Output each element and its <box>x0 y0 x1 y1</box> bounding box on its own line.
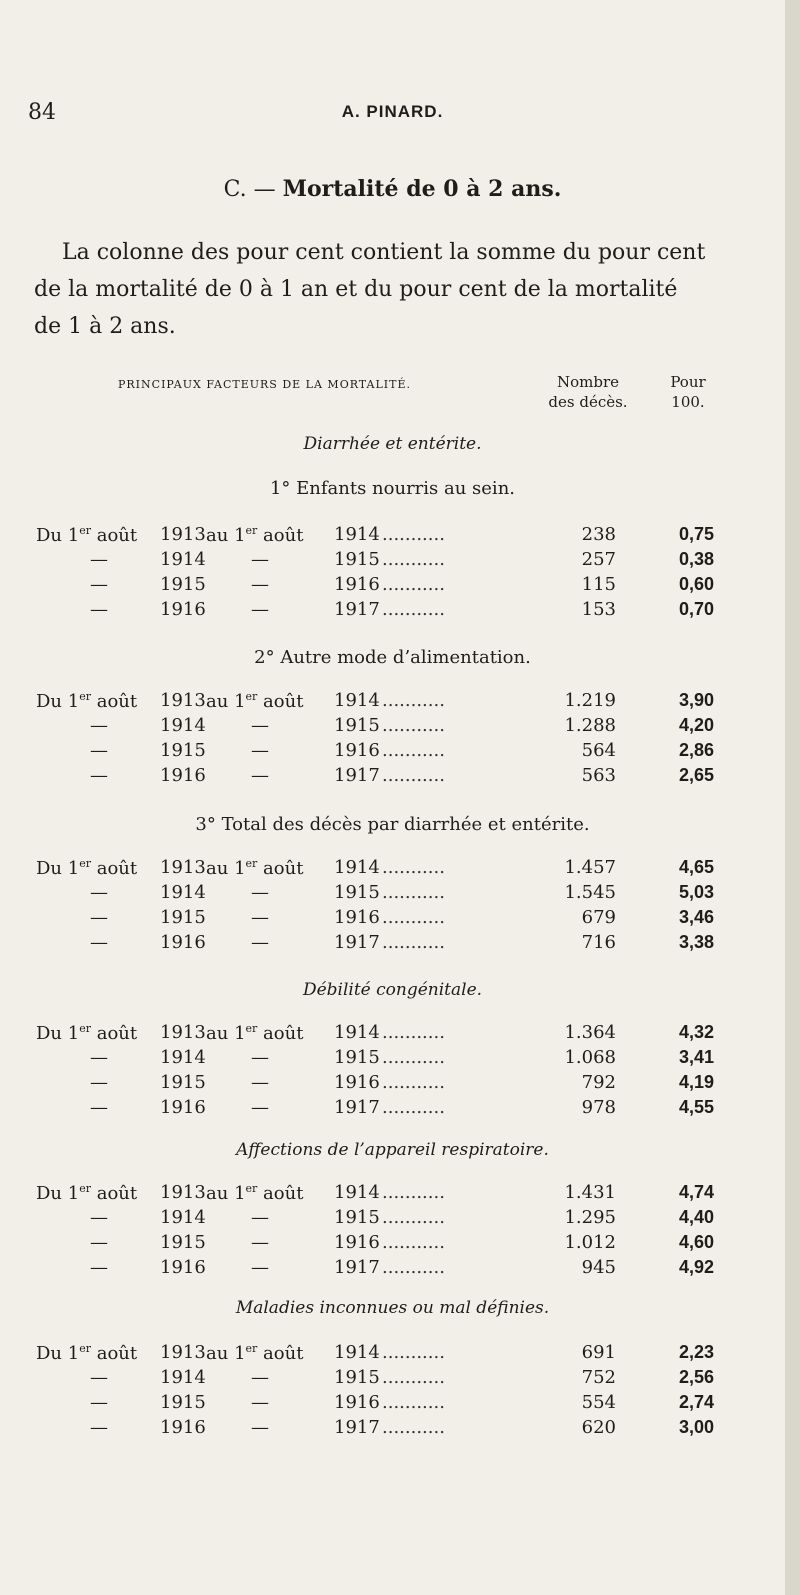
row-sup: er <box>79 524 91 537</box>
row-year-end: 1914 <box>334 1342 380 1363</box>
row-year-end: 1915 <box>334 549 380 570</box>
row-year-end: 1916 <box>334 740 380 761</box>
row-nombre: 752 <box>581 1367 616 1388</box>
row-pour-cent: 4,60 <box>678 1232 714 1252</box>
table-row <box>36 1097 726 1122</box>
row-dash: — <box>90 1232 108 1253</box>
row-dash: — <box>251 715 269 736</box>
row-first: 1 <box>234 525 246 546</box>
row-pour-cent: 5,03 <box>678 882 714 902</box>
row-aout: août <box>96 525 138 546</box>
table-row <box>36 1417 726 1442</box>
row-pour-cent: 4,20 <box>678 715 714 735</box>
group-heading: Débilité congénitale. <box>302 980 483 1000</box>
row-year-start: 1916 <box>160 932 206 953</box>
row-pour-cent: 4,32 <box>678 1022 714 1042</box>
row-year-start: 1914 <box>160 882 206 903</box>
row-pour-cent: 0,70 <box>678 599 714 619</box>
row-year-end: 1917 <box>334 599 380 620</box>
row-nombre: 1.068 <box>564 1047 616 1068</box>
row-dash: — <box>90 1257 108 1278</box>
row-nombre: 978 <box>581 1097 616 1118</box>
row-dash: — <box>251 549 269 570</box>
row-aout: août <box>96 858 138 879</box>
row-first: 1 <box>234 691 246 712</box>
row-year-start: 1914 <box>160 1207 206 1228</box>
group-heading: Diarrhée et entérite. <box>303 434 482 454</box>
row-dash: — <box>90 740 108 761</box>
row-year-start: 1913 <box>160 1022 206 1043</box>
row-pour-cent: 2,74 <box>678 1392 714 1412</box>
row-year-start: 1915 <box>160 1392 206 1413</box>
row-dash: — <box>90 1392 108 1413</box>
section-heading <box>0 176 785 202</box>
row-first: 1 <box>67 525 80 546</box>
row-nombre: 1.012 <box>564 1232 616 1253</box>
row-dash: — <box>251 1207 269 1228</box>
table-row <box>36 715 726 740</box>
row-sup: er <box>245 1182 258 1195</box>
row-nombre: 945 <box>581 1257 616 1278</box>
row-leader-dots: ........... <box>382 715 445 736</box>
row-nombre: 1.219 <box>564 690 616 711</box>
row-dash: — <box>251 932 269 953</box>
row-dash: — <box>90 574 108 595</box>
row-dash: — <box>90 1367 108 1388</box>
row-dash: — <box>90 1097 108 1118</box>
row-aout: août <box>263 1023 304 1044</box>
row-leader-dots: ........... <box>382 599 445 620</box>
row-aout: août <box>263 1343 304 1364</box>
row-pour-cent: 4,55 <box>678 1097 714 1117</box>
row-leader-dots: ........... <box>382 1047 445 1068</box>
row-lead <box>36 1342 137 1364</box>
row-dash: — <box>251 882 269 903</box>
column-header-pour <box>660 372 716 412</box>
row-au-word: au <box>206 1343 229 1364</box>
row-pour-cent: 2,56 <box>678 1367 714 1387</box>
row-year-end: 1917 <box>334 1097 380 1118</box>
row-dash: — <box>251 1417 269 1438</box>
row-leader-dots: ........... <box>382 1392 445 1413</box>
row-leader-dots: ........... <box>382 1097 445 1118</box>
row-sup: er <box>79 1182 91 1195</box>
section-label: C. — <box>223 177 276 202</box>
subsection-heading: 1° Enfants nourris au sein. <box>269 478 516 499</box>
row-aout: août <box>263 858 304 879</box>
row-au <box>206 857 303 879</box>
table-row <box>36 1392 726 1417</box>
row-pour-cent: 2,23 <box>678 1342 714 1362</box>
row-nombre: 679 <box>581 907 616 928</box>
row-leader-dots: ........... <box>382 1342 445 1363</box>
table-row <box>36 1367 726 1392</box>
group-heading: Affections de l’appareil respiratoire. <box>236 1140 549 1160</box>
row-nombre: 691 <box>581 1342 616 1363</box>
row-first: 1 <box>234 858 246 879</box>
row-first: 1 <box>234 1343 246 1364</box>
row-lead <box>36 524 137 546</box>
row-dash: — <box>90 1417 108 1438</box>
row-au <box>206 1182 303 1204</box>
row-pour-cent: 3,90 <box>678 690 714 710</box>
row-dash: — <box>251 1097 269 1118</box>
row-au-word: au <box>206 525 229 546</box>
row-dash: — <box>251 765 269 786</box>
row-lead <box>36 1182 137 1204</box>
row-leader-dots: ........... <box>382 882 445 903</box>
table-row <box>36 1022 726 1047</box>
row-year-end: 1914 <box>334 524 380 545</box>
column-header-pour-line2: 100. <box>671 393 705 411</box>
row-dash: — <box>251 740 269 761</box>
row-pour-cent: 4,74 <box>678 1182 714 1202</box>
row-du: Du <box>36 1343 63 1364</box>
row-nombre: 1.545 <box>564 882 616 903</box>
row-nombre: 257 <box>581 549 616 570</box>
row-dash: — <box>90 715 108 736</box>
column-header-nombre <box>548 372 628 412</box>
column-header-nombre-line2: des décès. <box>548 393 628 411</box>
table-row <box>36 765 726 790</box>
row-leader-dots: ........... <box>382 1022 445 1043</box>
row-dash: — <box>251 1392 269 1413</box>
row-du: Du <box>36 691 63 712</box>
row-pour-cent: 4,40 <box>678 1207 714 1227</box>
row-pour-cent: 0,38 <box>678 549 714 569</box>
table-row <box>36 907 726 932</box>
row-au-word: au <box>206 691 229 712</box>
row-lead <box>36 857 137 879</box>
row-year-start: 1916 <box>160 1257 206 1278</box>
row-dash: — <box>251 907 269 928</box>
table-row <box>36 857 726 882</box>
row-aout: août <box>96 1183 138 1204</box>
row-nombre: 1.431 <box>564 1182 616 1203</box>
row-year-start: 1916 <box>160 765 206 786</box>
row-year-start: 1914 <box>160 1047 206 1068</box>
row-year-end: 1917 <box>334 932 380 953</box>
row-pour-cent: 3,38 <box>678 932 714 952</box>
row-dash: — <box>251 1257 269 1278</box>
row-du: Du <box>36 1183 63 1204</box>
row-first: 1 <box>67 691 80 712</box>
row-year-end: 1916 <box>334 907 380 928</box>
row-sup: er <box>245 857 258 870</box>
running-head: A. PINARD. <box>341 102 444 121</box>
row-au-word: au <box>206 1023 229 1044</box>
row-year-end: 1914 <box>334 690 380 711</box>
row-year-start: 1913 <box>160 1342 206 1363</box>
table-row <box>36 1072 726 1097</box>
row-year-start: 1916 <box>160 1097 206 1118</box>
row-leader-dots: ........... <box>382 765 445 786</box>
row-year-end: 1914 <box>334 1182 380 1203</box>
column-header-label: PRINCIPAUX FACTEURS DE LA MORTALITÉ. <box>118 378 411 391</box>
row-year-end: 1916 <box>334 1072 380 1093</box>
table-row <box>36 599 726 624</box>
row-year-end: 1915 <box>334 1207 380 1228</box>
row-sup: er <box>245 1342 258 1355</box>
row-first: 1 <box>234 1023 246 1044</box>
table-row <box>36 574 726 599</box>
row-year-start: 1913 <box>160 1182 206 1203</box>
row-dash: — <box>90 1072 108 1093</box>
intro-paragraph <box>34 234 758 345</box>
row-dash: — <box>90 882 108 903</box>
row-pour-cent: 2,86 <box>678 740 714 760</box>
row-dash: — <box>90 932 108 953</box>
intro-line: de 1 à 2 ans. <box>34 314 176 339</box>
row-year-end: 1914 <box>334 1022 380 1043</box>
row-dash: — <box>251 599 269 620</box>
row-pour-cent: 0,60 <box>678 574 714 594</box>
row-sup: er <box>79 857 91 870</box>
row-dash: — <box>251 1232 269 1253</box>
row-year-start: 1914 <box>160 1367 206 1388</box>
row-dash: — <box>90 599 108 620</box>
row-dash: — <box>251 1367 269 1388</box>
row-first: 1 <box>67 1023 80 1044</box>
table-row <box>36 1047 726 1072</box>
row-au <box>206 1022 303 1044</box>
table-row <box>36 549 726 574</box>
row-year-start: 1913 <box>160 690 206 711</box>
row-dash: — <box>90 907 108 928</box>
row-first: 1 <box>234 1183 246 1204</box>
row-aout: août <box>263 525 304 546</box>
page-number: 84 <box>28 100 56 125</box>
row-sup: er <box>79 690 91 703</box>
table-row <box>36 1257 726 1282</box>
intro-line: La colonne des pour cent contient la somme du pour cent <box>62 240 706 265</box>
row-year-end: 1917 <box>334 1417 380 1438</box>
row-nombre: 115 <box>581 574 616 595</box>
row-sup: er <box>245 524 258 537</box>
row-leader-dots: ........... <box>382 740 445 761</box>
row-leader-dots: ........... <box>382 1182 445 1203</box>
row-leader-dots: ........... <box>382 549 445 570</box>
row-nombre: 1.457 <box>564 857 616 878</box>
table-row <box>36 1342 726 1367</box>
row-pour-cent: 2,65 <box>678 765 714 785</box>
row-pour-cent: 3,00 <box>678 1417 714 1437</box>
row-pour-cent: 3,41 <box>678 1047 714 1067</box>
row-pour-cent: 3,46 <box>678 907 714 927</box>
row-year-start: 1915 <box>160 1072 206 1093</box>
row-year-end: 1915 <box>334 1367 380 1388</box>
subsection-heading: 2° Autre mode d’alimentation. <box>254 647 531 668</box>
row-year-start: 1913 <box>160 524 206 545</box>
table-row <box>36 740 726 765</box>
row-leader-dots: ........... <box>382 1417 445 1438</box>
table-row <box>36 1207 726 1232</box>
row-leader-dots: ........... <box>382 1207 445 1228</box>
row-du: Du <box>36 858 63 879</box>
row-pour-cent: 4,65 <box>678 857 714 877</box>
row-leader-dots: ........... <box>382 574 445 595</box>
row-au <box>206 524 303 546</box>
row-first: 1 <box>67 858 80 879</box>
row-leader-dots: ........... <box>382 907 445 928</box>
group-heading: Maladies inconnues ou mal définies. <box>235 1298 550 1318</box>
section-title: Mortalité de 0 à 2 ans. <box>282 176 562 202</box>
row-au <box>206 690 303 712</box>
row-year-end: 1915 <box>334 882 380 903</box>
row-nombre: 792 <box>581 1072 616 1093</box>
row-sup: er <box>245 690 258 703</box>
row-year-end: 1915 <box>334 715 380 736</box>
row-aout: août <box>96 1023 138 1044</box>
row-dash: — <box>251 1072 269 1093</box>
row-year-start: 1916 <box>160 599 206 620</box>
row-nombre: 716 <box>581 932 616 953</box>
row-pour-cent: 4,92 <box>678 1257 714 1277</box>
row-year-end: 1915 <box>334 1047 380 1068</box>
row-dash: — <box>251 574 269 595</box>
row-nombre: 153 <box>581 599 616 620</box>
row-nombre: 1.288 <box>564 715 616 736</box>
row-leader-dots: ........... <box>382 1367 445 1388</box>
row-nombre: 554 <box>581 1392 616 1413</box>
row-dash: — <box>90 549 108 570</box>
row-au-word: au <box>206 858 229 879</box>
row-pour-cent: 4,19 <box>678 1072 714 1092</box>
table-row <box>36 932 726 957</box>
row-leader-dots: ........... <box>382 1232 445 1253</box>
row-nombre: 563 <box>581 765 616 786</box>
row-du: Du <box>36 1023 63 1044</box>
column-header-nombre-line1: Nombre <box>556 373 620 391</box>
row-lead <box>36 690 137 712</box>
row-year-end: 1917 <box>334 765 380 786</box>
row-sup: er <box>245 1022 258 1035</box>
row-dash: — <box>90 1047 108 1068</box>
row-aout: août <box>96 1343 138 1364</box>
row-nombre: 238 <box>581 524 616 545</box>
column-header-pour-line1: Pour <box>670 373 706 391</box>
row-year-start: 1914 <box>160 715 206 736</box>
row-leader-dots: ........... <box>382 932 445 953</box>
row-year-start: 1915 <box>160 574 206 595</box>
row-au <box>206 1342 303 1364</box>
row-lead <box>36 1022 137 1044</box>
row-au-word: au <box>206 1183 229 1204</box>
row-year-end: 1916 <box>334 1392 380 1413</box>
row-year-start: 1915 <box>160 1232 206 1253</box>
row-leader-dots: ........... <box>382 857 445 878</box>
row-leader-dots: ........... <box>382 524 445 545</box>
row-leader-dots: ........... <box>382 1072 445 1093</box>
row-aout: août <box>263 691 304 712</box>
row-dash: — <box>90 765 108 786</box>
table-row <box>36 1232 726 1257</box>
row-year-start: 1914 <box>160 549 206 570</box>
row-dash: — <box>251 1047 269 1068</box>
table-row <box>36 690 726 715</box>
row-leader-dots: ........... <box>382 690 445 711</box>
row-dash: — <box>90 1207 108 1228</box>
row-first: 1 <box>67 1343 80 1364</box>
row-nombre: 1.295 <box>564 1207 616 1228</box>
row-year-start: 1916 <box>160 1417 206 1438</box>
row-sup: er <box>79 1022 91 1035</box>
row-aout: août <box>96 691 138 712</box>
row-year-end: 1916 <box>334 1232 380 1253</box>
row-nombre: 1.364 <box>564 1022 616 1043</box>
row-year-end: 1917 <box>334 1257 380 1278</box>
row-sup: er <box>79 1342 91 1355</box>
row-nombre: 620 <box>581 1417 616 1438</box>
row-year-end: 1914 <box>334 857 380 878</box>
row-year-start: 1915 <box>160 907 206 928</box>
table-row <box>36 1182 726 1207</box>
subsection-heading: 3° Total des décès par diarrhée et entérite. <box>195 814 590 835</box>
intro-line: de la mortalité de 0 à 1 an et du pour cent de la mortalité <box>34 277 678 302</box>
row-du: Du <box>36 525 63 546</box>
table-row <box>36 882 726 907</box>
row-first: 1 <box>67 1183 80 1204</box>
row-aout: août <box>263 1183 304 1204</box>
row-year-end: 1916 <box>334 574 380 595</box>
row-year-start: 1913 <box>160 857 206 878</box>
row-year-start: 1915 <box>160 740 206 761</box>
row-leader-dots: ........... <box>382 1257 445 1278</box>
table-row <box>36 524 726 549</box>
row-nombre: 564 <box>581 740 616 761</box>
row-pour-cent: 0,75 <box>678 524 714 544</box>
